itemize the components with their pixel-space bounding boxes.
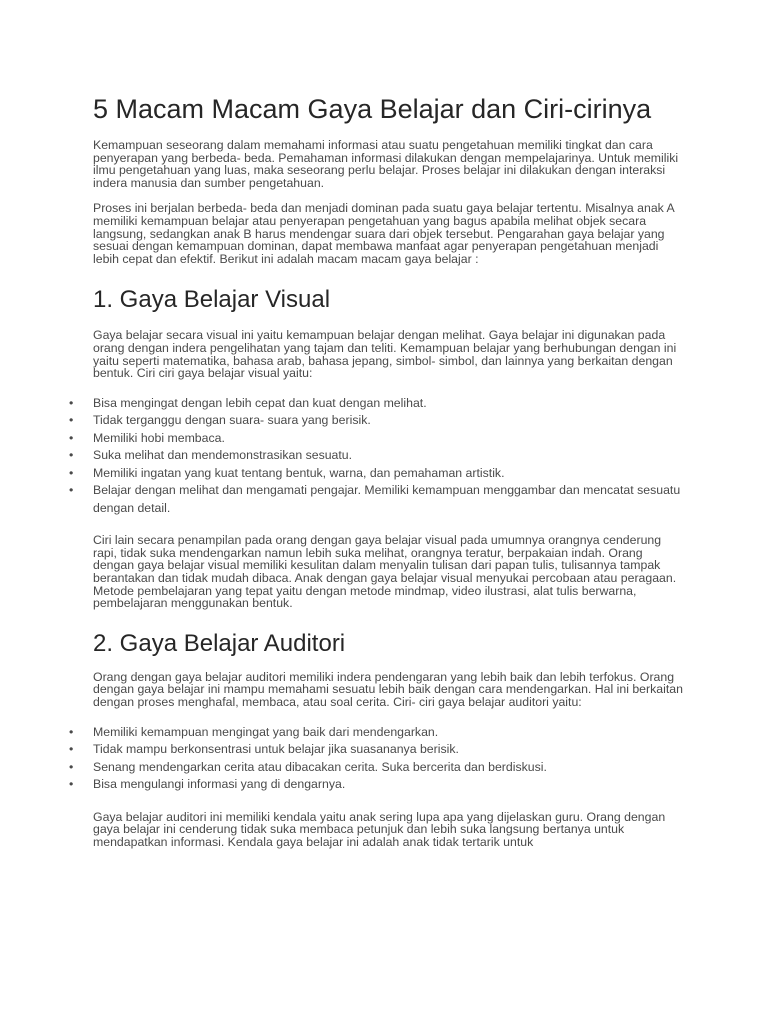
section-heading-auditori: 2. Gaya Belajar Auditori bbox=[93, 629, 346, 657]
section-heading-visual: 1. Gaya Belajar Visual bbox=[93, 286, 331, 314]
auditori-paragraph-2: Gaya belajar auditori ini memiliki kendala yaitu anak sering lupa apa yang dijelaskan guru. Orang dengan gaya belajar ini cenderung tidak suka membaca petunjuk dan lebih suka langsung bertanya untuk mendapatkan informasi. Kendala gaya belajar ini adalah anak tidak tertarik untuk bbox=[93, 809, 666, 849]
list-item: • Bisa mengingat dengan lebih cepat dan kuat dengan melihat. bbox=[93, 395, 683, 413]
page-title: 5 Macam Macam Gaya Belajar dan Ciri-cirinya bbox=[93, 94, 652, 124]
intro-paragraph-2: Proses ini berjalan berbeda- beda dan menjadi dominan pada suatu gaya belajar tertentu. Misalnya anak A memiliki kemampuan belajar atau penyerapan pengetahuan yang bagus apabila melihat objek secara langsung, sedangkan anak B harus mendengar suara dari objek tersebut. Pengarahan gaya belajar yang sesuai dengan kemampuan dominan, dapat membawa manfaat agar penyerapan pengetahuan menjadi lebih cepat dan efektif. Berikut ini adalah macam macam gaya belajar : bbox=[93, 201, 675, 266]
list-item: • Senang mendengarkan cerita atau dibacakan cerita. Suka bercerita dan berdiskusi. bbox=[93, 759, 683, 777]
intro-paragraph-1: Kemampuan seseorang dalam memahami informasi atau suatu pengetahuan memiliki tingkat dan cara penyerapan yang berbeda- beda. Pemahaman informasi dilakukan dengan mempelajarinya. Untuk memiliki ilmu pengetahuan yang luas, maka seseorang perlu belajar. Proses belajar ini dilakukan dengan interaksi indera manusia dan sumber pengetahuan. bbox=[93, 138, 679, 190]
visual-traits-list bbox=[93, 395, 683, 518]
auditori-traits-list bbox=[93, 724, 683, 794]
list-item: • Memiliki hobi membaca. bbox=[93, 430, 683, 448]
list-item: • Memiliki kemampuan mengingat yang baik dari mendengarkan. bbox=[93, 724, 683, 742]
auditori-paragraph: Orang dengan gaya belajar auditori memiliki indera pendengaran yang lebih baik dan lebih terfokus. Orang dengan gaya belajar ini mampu memahami sesuatu lebih baik dengan cara mendengarkan. Hal ini berkaitan dengan proses menghafal, membaca, atau soal cerita. Ciri- ciri gaya belajar auditori yaitu: bbox=[93, 669, 683, 709]
list-item: • Bisa mengulangi informasi yang di dengarnya. bbox=[93, 776, 683, 794]
list-item: • Memiliki ingatan yang kuat tentang bentuk, warna, dan pemahaman artistik. bbox=[93, 465, 683, 483]
document-body bbox=[93, 90, 683, 848]
visual-paragraph: Gaya belajar secara visual ini yaitu kemampuan belajar dengan melihat. Gaya belajar ini digunakan pada orang dengan indera pengelihatan yang tajam dan teliti. Kemampuan belajar yang berhubungan dengan ini yaitu seperti matematika, bahasa arab, bahasa jepang, simbol- simbol, dan lainnya yang berkaitan dengan bentuk. Ciri ciri gaya belajar visual yaitu: bbox=[93, 328, 677, 381]
list-item: • Tidak mampu berkonsentrasi untuk belajar jika suasananya berisik. bbox=[93, 741, 683, 759]
visual-paragraph-2: Ciri lain secara penampilan pada orang dengan gaya belajar visual pada umumnya orangnya cenderung rapi, tidak suka mendengarkan namun lebih suka melihat, orangnya teratur, berpakaian indah. Orang dengan gaya belajar visual memiliki kesulitan dalam menyalin tulisan dari papan tulis, tulisannya tampak berantakan dan tidak mudah dibaca. Anak dengan gaya belajar visual menyukai percobaan atau peragaan. Metode pembelajaran yang tepat yaitu dengan metode mindmap, video ilustrasi, alat tulis berwarna, pembelajaran menggunakan bentuk. bbox=[93, 533, 677, 611]
list-item: • Suka melihat dan mendemonstrasikan sesuatu. bbox=[93, 447, 683, 465]
list-item: • Belajar dengan melihat dan mengamati pengajar. Memiliki kemampuan menggambar dan mencatat sesuatu dengan detail. bbox=[93, 482, 683, 517]
list-item: • Tidak terganggu dengan suara- suara yang berisik. bbox=[93, 412, 683, 430]
